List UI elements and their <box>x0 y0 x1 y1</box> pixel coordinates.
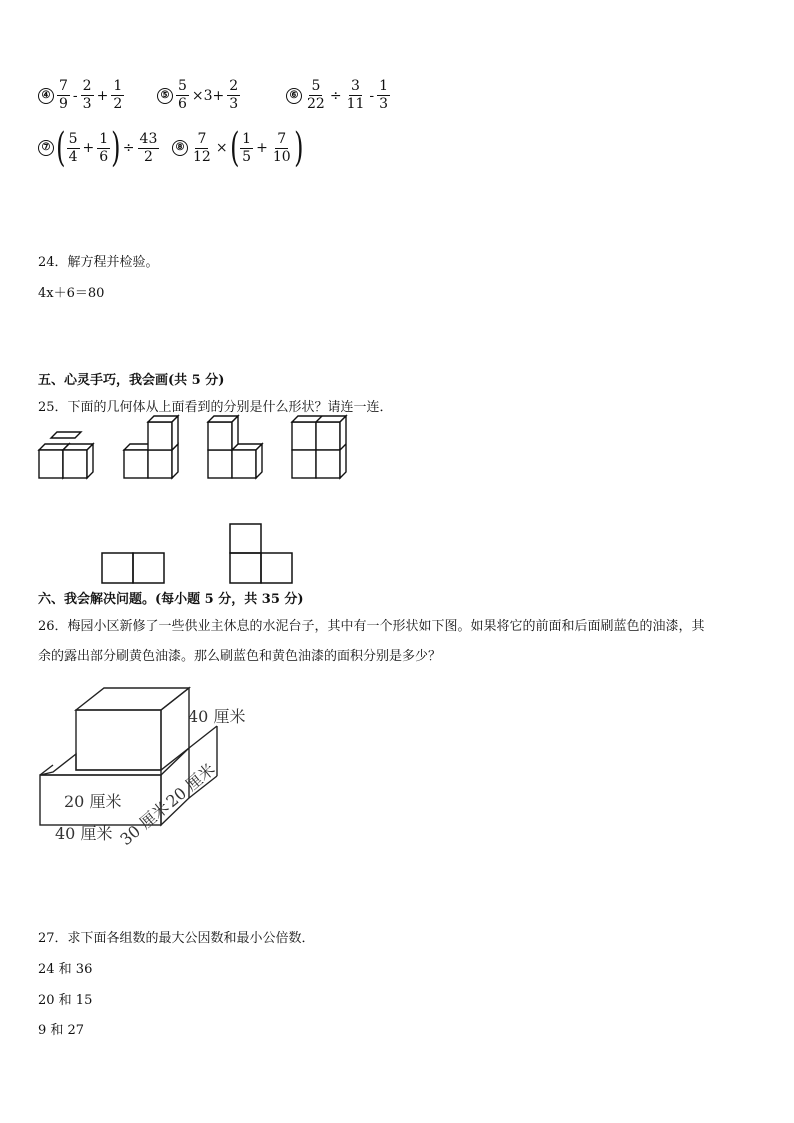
fraction: $\frac{2}{3}$ <box>82 78 92 112</box>
fraction: $\frac{1}{6}$ <box>99 130 109 165</box>
question-26-line-1: 26．梅园小区新修了一些供业主休息的水泥台子，其中有一个形状如下图。如果将它的前面和后面刷蓝色的油漆，其 <box>38 619 705 634</box>
item-number-8: ⑧ <box>172 140 188 156</box>
calc-item-8 <box>172 125 304 171</box>
number-pair-3: 9 和 27 <box>38 1023 85 1038</box>
calc-item-6 <box>286 78 391 113</box>
fraction: $\frac{7}{10}$ <box>272 130 291 165</box>
calc-item-7 <box>38 125 160 171</box>
top-view-2 <box>230 524 292 583</box>
fraction: $\frac{7}{12}$ <box>193 130 211 165</box>
top-view-shapes <box>100 523 296 585</box>
top-view-1 <box>102 553 164 583</box>
fraction: $\frac{5}{6}$ <box>178 78 187 112</box>
operator: ÷ <box>329 87 342 104</box>
section-6-title: 六、我会解决问题。(每小题 5 分，共 35 分) <box>38 592 304 607</box>
question-27: 27．求下面各组数的最大公因数和最小公倍数． <box>38 931 315 946</box>
item-number-4: ④ <box>38 88 54 104</box>
operator: + <box>256 140 268 156</box>
step-platform-figure <box>30 680 260 850</box>
fraction: $\frac{1}{5}$ <box>242 130 252 165</box>
fraction: $\frac{43}{2}$ <box>139 130 158 165</box>
item-number-6: ⑥ <box>286 88 302 104</box>
left-paren: ( <box>229 125 240 171</box>
solid-4 <box>292 416 346 478</box>
fraction: $\frac{1}{2}$ <box>113 78 123 112</box>
right-paren: ) <box>111 125 121 171</box>
item-number-7: ⑦ <box>38 140 54 156</box>
section-5-title: 五、心灵手巧，我会画(共 5 分) <box>38 373 225 388</box>
fraction: $\frac{5}{4}$ <box>68 130 78 165</box>
operator: × <box>215 140 228 156</box>
dim-front-height: 20 厘米 <box>64 792 122 811</box>
question-25: 25．下面的几何体从上面看到的分别是什么形状？请连一连． <box>38 400 393 415</box>
cube-solids <box>30 412 370 484</box>
equation: 4x＋6＝80 <box>38 286 105 301</box>
fraction: $\frac{2}{3}$ <box>229 78 239 112</box>
solid-3 <box>208 416 262 478</box>
item-number-5: ⑤ <box>157 88 173 104</box>
calc-item-5 <box>157 78 241 113</box>
fraction: $\frac{3}{11}$ <box>346 78 365 112</box>
operator: + <box>82 140 95 156</box>
operator: - <box>72 87 78 104</box>
calc-item-4 <box>38 78 125 113</box>
question-26-line-2: 余的露出部分刷黄色油漆。那么刷蓝色和黄色油漆的面积分别是多少？ <box>38 649 442 664</box>
operator: + <box>96 87 109 104</box>
operator: ×3+ <box>191 87 225 104</box>
question-24: 24．解方程并检验。 <box>38 255 159 270</box>
fraction: $\frac{7}{9}$ <box>59 78 68 112</box>
dim-front-width: 40 厘米 <box>55 824 113 843</box>
solid-1 <box>39 432 93 478</box>
number-pair-2: 20 和 15 <box>38 993 93 1008</box>
fraction: $\frac{1}{3}$ <box>379 78 389 112</box>
right-paren: ) <box>293 125 304 171</box>
dim-depth-30: 30 厘米 <box>116 797 173 850</box>
operator: ÷ <box>122 140 135 156</box>
fraction: $\frac{5}{22}$ <box>307 78 325 112</box>
operator: - <box>369 87 375 104</box>
dim-top-height: 40 厘米 <box>188 707 246 726</box>
dim-depth-20: 20 厘米 <box>162 759 219 812</box>
number-pair-1: 24 和 36 <box>38 962 93 977</box>
left-paren: ( <box>56 125 66 171</box>
solid-2 <box>124 416 178 478</box>
